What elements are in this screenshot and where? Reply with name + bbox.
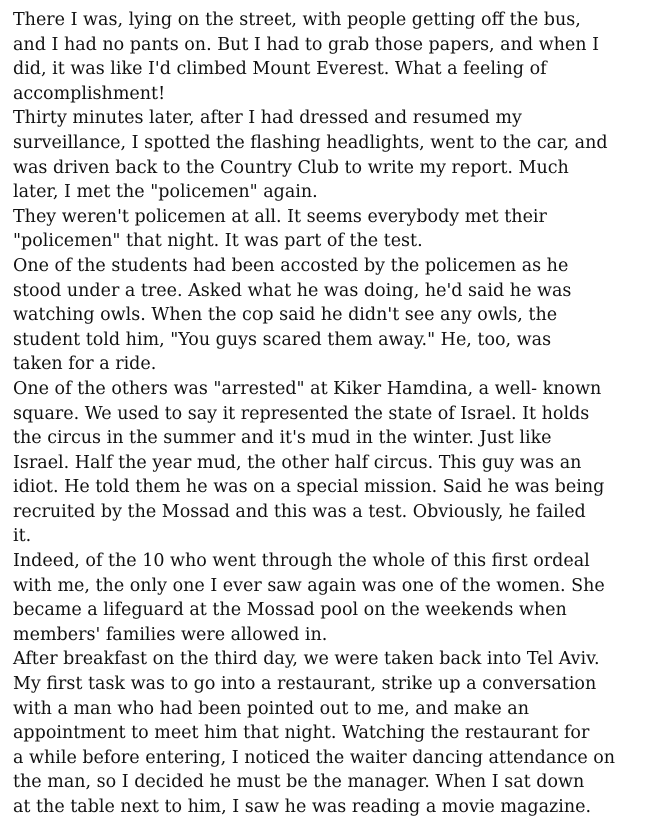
text-line: surveillance, I spotted the flashing headlights, went to the car, and xyxy=(13,132,608,153)
text-line: became a lifeguard at the Mossad pool on the weekends when xyxy=(13,600,567,621)
text-line: Israel. Half the year mud, the other half circus. This guy was an xyxy=(13,452,582,473)
text-line: There I was, lying on the street, with people getting off the bus, xyxy=(13,10,581,30)
text-line: recruited by the Mossad and this was a test. Obviously, he failed xyxy=(13,501,586,522)
text-line: One of the others was "arrested" at Kiker Hamdina, a well- known xyxy=(13,378,602,399)
text-line: with a man who had been pointed out to me, and make an xyxy=(13,698,529,719)
text-line: later, I met the "policemen" again. xyxy=(13,182,318,203)
text-line: One of the students had been accosted by the policemen as he xyxy=(13,255,569,276)
paragraph-4 xyxy=(13,254,647,377)
text-line: They weren't policemen at all. It seems everybody met their xyxy=(13,206,547,227)
paragraph-1 xyxy=(13,8,647,106)
text-line: with me, the only one I ever saw again was one of the women. She xyxy=(13,575,605,596)
text-line: "policemen" that night. It was part of the test. xyxy=(13,231,423,252)
text-line: did, it was like I'd climbed Mount Everest. What a feeling of xyxy=(13,59,547,80)
text-line: it. xyxy=(13,526,32,547)
text-line: idiot. He told them he was on a special mission. Said he was being xyxy=(13,477,605,498)
text-line: the man, so I decided he must be the manager. When I sat down xyxy=(13,772,585,793)
text-line: watching owls. When the cop said he didn't see any owls, the xyxy=(13,305,558,326)
text-line: stood under a tree. Asked what he was doing, he'd said he was xyxy=(13,280,572,301)
paragraph-6 xyxy=(13,549,647,647)
text-line: student told him, "You guys scared them away." He, too, was xyxy=(13,329,552,350)
text-line: a while before entering, I noticed the waiter dancing attendance on xyxy=(13,747,616,768)
text-line: at the table next to him, I saw he was reading a movie magazine. xyxy=(13,797,592,817)
text-line: After breakfast on the third day, we were taken back into Tel Aviv. xyxy=(13,649,600,670)
text-line: taken for a ride. xyxy=(13,354,157,375)
text-line: Thirty minutes later, after I had dressed and resumed my xyxy=(13,108,522,129)
paragraph-3 xyxy=(13,205,647,254)
text-line: Indeed, of the 10 who went through the whole of this first ordeal xyxy=(13,551,590,572)
paragraph-7 xyxy=(13,647,647,819)
text-line: appointment to meet him that night. Watching the restaurant for xyxy=(13,723,590,744)
text-line: My first task was to go into a restaurant, strike up a conversation xyxy=(13,674,597,695)
paragraph-5 xyxy=(13,377,647,549)
text-line: accomplishment! xyxy=(13,83,166,104)
text-line: the circus in the summer and it's mud in the winter. Just like xyxy=(13,428,552,449)
text-line: square. We used to say it represented the state of Israel. It holds xyxy=(13,403,590,424)
text-line: was driven back to the Country Club to write my report. Much xyxy=(13,157,569,178)
text-line: and I had no pants on. But I had to grab those papers, and when I xyxy=(13,34,599,55)
text-line: members' families were allowed in. xyxy=(13,624,328,645)
paragraph-2 xyxy=(13,106,647,204)
